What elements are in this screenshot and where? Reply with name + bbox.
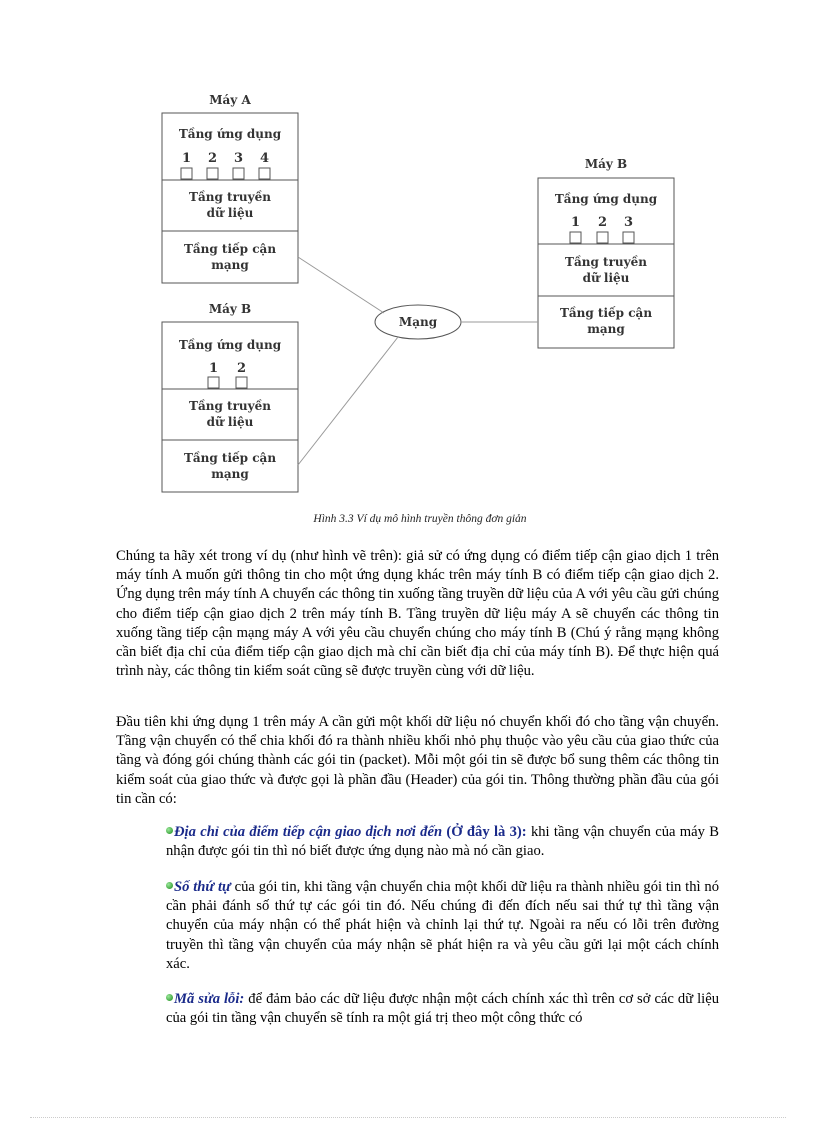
network-label: Mạng <box>398 315 438 329</box>
machine-a-network-2: mạng <box>211 258 249 272</box>
machine-a-network-1: Tầng tiếp cận <box>183 242 277 256</box>
machine-b-right-transport-1: Tầng truyền <box>565 255 647 269</box>
machine-b-left-transport-1: Tầng truyền <box>189 399 271 413</box>
machine-a-title: Máy A <box>209 93 251 107</box>
machine-a-port-2: 2 <box>207 151 218 166</box>
network-diagram <box>0 0 816 540</box>
machine-b-right-network-2: mạng <box>587 322 625 336</box>
machine-b-left-port-box <box>236 377 247 388</box>
bullet-text: khi tầng vận chuyển của máy B nhận được gói tin thì nó biết được ứng dụng nào mà nó cần giao. <box>166 824 719 860</box>
bullet-text: của gói tin, khi tầng vận chuyển chia một khối dữ liệu ra thành nhiều gói tin thì nó cần phải đánh số thứ tự các gói tin đó. Nếu chúng đi đến đích nếu sai thứ tự thì tầng vận chuyển của máy nhận có thể phát hiện và chỉnh lại thứ tự. Ngoài ra nếu có lỗi trên đường truyền thì tầng vận chuyển của máy nhận sẽ phát hiện ra và yêu cầu gửi lại một cách chính xác. <box>166 879 719 972</box>
machine-b-right-app-layer: Tầng ứng dụng <box>554 192 658 206</box>
bullet-term: Số thứ tự <box>174 879 231 895</box>
bullet-term: Mã sửa lỗi: <box>174 991 245 1007</box>
machine-b-right-port-box <box>570 232 581 243</box>
figure-caption: Hình 3.3 Ví dụ mô hình truyền thông đơn giản <box>313 513 527 525</box>
machine-b-left-port-box <box>208 377 219 388</box>
machine-b-right-port-box <box>597 232 608 243</box>
machine-a-port-4: 4 <box>259 151 270 166</box>
machine-a-transport-1: Tầng truyền <box>189 190 271 204</box>
link-b-left-network <box>298 337 398 465</box>
bullet-term-extra: (Ở đây là 3): <box>442 824 527 840</box>
machine-b-right-port-3: 3 <box>623 215 634 230</box>
paragraph-2: Đầu tiên khi ứng dụng 1 trên máy A cần gửi một khối dữ liệu nó chuyển khối đó cho tầng vận chuyển. Tầng vận chuyển có thể chia khối đó ra thành nhiều khối nhỏ phụ thuộc vào yêu cầu của giao thức của tầng và đóng gói chúng thành các gói tin (packet). Mỗi một gói tin sẽ được bổ sung thêm các thông tin kiểm soát của giao thức và được gọi là phần đầu (Header) của gói tin. Thông thường phần đầu của gói tin cần có: <box>116 714 719 807</box>
machine-b-left-network-2: mạng <box>211 467 249 481</box>
machine-a-app-layer: Tầng ứng dụng <box>178 127 282 141</box>
machine-b-left-network-1: Tầng tiếp cận <box>183 451 277 465</box>
bullet-dot-icon <box>166 994 173 1001</box>
machine-b-left-title: Máy B <box>208 302 252 316</box>
machine-b-right-transport-2: dữ liệu <box>582 271 630 285</box>
machine-b-right-network-1: Tầng tiếp cận <box>559 306 653 320</box>
machine-a-port-box <box>207 168 218 179</box>
page-bottom-divider <box>30 1117 786 1118</box>
bullet-text: để đảm bảo các dữ liệu được nhận một cách chính xác thì trên cơ sở các dữ liệu của gói tin tầng vận chuyển sẽ tính ra một giá trị theo một công thức có <box>166 991 719 1027</box>
bullet-term: Địa chỉ của điểm tiếp cận giao dịch nơi đến <box>174 824 443 840</box>
machine-b-left-transport-2: dữ liệu <box>206 415 254 429</box>
machine-b-right-port-2: 2 <box>597 215 608 230</box>
machine-b-left-port-2: 2 <box>236 361 247 376</box>
bullet-sequence-number <box>166 878 719 974</box>
machine-b-left-port-1: 1 <box>208 361 219 376</box>
machine-a-transport-2: dữ liệu <box>206 206 254 220</box>
machine-b-left-app-layer: Tầng ứng dụng <box>178 338 282 352</box>
machine-b-right-port-box <box>623 232 634 243</box>
diagram-lines <box>0 0 816 540</box>
bullet-destination-address <box>166 823 719 861</box>
bullet-dot-icon <box>166 882 173 889</box>
machine-a-port-box <box>181 168 192 179</box>
bullet-error-code <box>166 990 719 1028</box>
machine-a-port-3: 3 <box>233 151 244 166</box>
bullet-dot-icon <box>166 827 173 834</box>
machine-a-port-1: 1 <box>181 151 192 166</box>
paragraph-1: Chúng ta hãy xét trong ví dụ (như hình vẽ trên): giả sử có ứng dụng có điểm tiếp cận giao dịch 1 trên máy tính A muốn gửi thông tin cho một ứng dụng khác trên máy tính B có điểm tiếp cận giao dịch 2. Ứng dụng trên máy tính A chuyển các thông tin xuống tầng truyền dữ liệu của A với yêu cầu gửi chúng cho điểm tiếp cận giao dịch 2 trên máy tính B. Tầng truyền dữ liệu máy A sẽ chuyển các thông tin xuống tầng tiếp cận mạng máy A với yêu cầu chuyển chúng cho máy tính B (Chú ý rằng mạng không cần biết địa chỉ của điểm tiếp cận giao dịch mà chỉ cần biết địa chỉ của máy tính B). Để thực hiện quá trình này, các thông tin kiểm soát cũng sẽ được truyền cùng với dữ liệu. <box>116 548 719 680</box>
link-a-network <box>298 257 384 313</box>
machine-b-right-title: Máy B <box>584 157 628 171</box>
machine-a-port-box <box>233 168 244 179</box>
machine-b-right-port-1: 1 <box>570 215 581 230</box>
machine-a-port-box <box>259 168 270 179</box>
